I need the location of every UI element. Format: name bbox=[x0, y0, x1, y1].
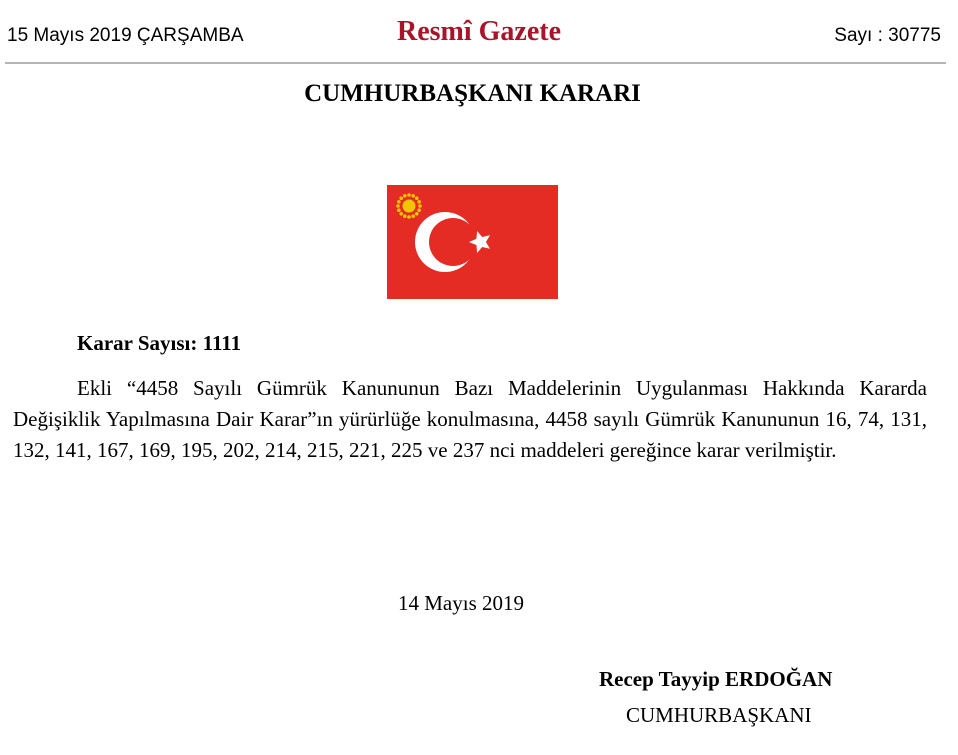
header-divider bbox=[5, 62, 946, 64]
decision-body: Ekli “4458 Sayılı Gümrük Kanununun Bazı Maddelerinin Uygulanması Hakkında Kararda Değişiklik Yapılmasına Dair Karar”ın yürürlüğe konulmasına, 4458 sayılı Gümrük Kanununun 16, 74, 131, 132, 141, 167, 169, 195, 202, 214, 215, 221, 225 ve 237 nci maddeleri gereğince karar verilmiştir. bbox=[13, 376, 927, 462]
document-heading: CUMHURBAŞKANI KARARI bbox=[304, 80, 641, 107]
issue-number: Sayı : 30775 bbox=[834, 25, 941, 46]
decision-number: Karar Sayısı: 1111 bbox=[77, 331, 242, 355]
signature-date: 14 Mayıs 2019 bbox=[398, 591, 524, 615]
presidential-flag-icon bbox=[387, 185, 558, 299]
signer-name: Recep Tayyip ERDOĞAN bbox=[599, 667, 833, 691]
signer-title: CUMHURBAŞKANI bbox=[626, 703, 812, 727]
gazette-title: Resmî Gazete bbox=[396, 16, 562, 47]
publication-date: 15 Mayıs 2019 ÇARŞAMBA bbox=[7, 25, 244, 46]
